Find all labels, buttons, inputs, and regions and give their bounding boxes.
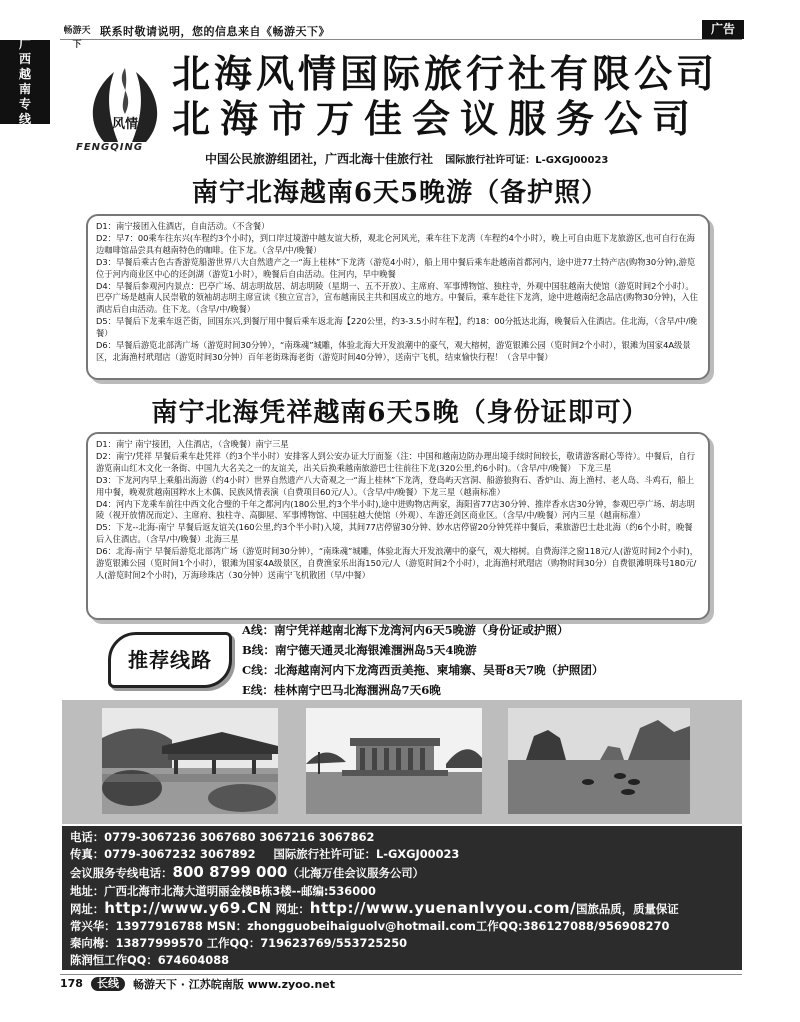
phone-numbers: 电话：0779-3067236 3067680 3067216 3067862	[70, 830, 375, 844]
itinerary-day: D5：下龙--北海-南宁 早餐后返友谊关(160公里,约3个半小时)入境，其间77店停留30分钟、妙水店停留20分钟凭祥中餐后，乘旅游巴士赴北海（约6个小时，晚餐后入住酒店。（含早/中/晚餐）北海三星	[96, 522, 693, 545]
masthead-logo: 畅游天下	[63, 25, 91, 50]
source-notice: 联系时敬请说明，您的信息来自《畅游天下》	[100, 24, 330, 38]
page-footer	[60, 974, 742, 992]
itinerary-day: D3：下龙河内早上乘船出海游（约4小时）世界自然遗产八大奇观之一“海上桂林”下龙湾，登岛屿天宫洞、船游狼狗石、香炉山、海上渔村、老人岛、斗鸡石，船上用中餐，晚观赏越南国粹水上木偶、民族风情表演（自费项目60元/人）。（含早/中/晚餐）下龙三星（越南标准）	[96, 474, 695, 497]
side-tab-guangxi-vietnam	[0, 37, 50, 126]
halong-bay-photo	[508, 708, 690, 814]
ho-chi-minh-mausoleum-photo	[306, 708, 482, 814]
side-tab-char: 越	[18, 67, 31, 81]
route-item: C线：北海越南河内下龙湾西贡美拖、柬埔寨、吴哥8天7晚（护照团）	[242, 663, 604, 677]
itinerary-day: D3：早餐后乘古色古香游览船游世界八大自然遗产之一“海上桂林”下龙湾（游览4小时），船上用中餐后乘车赴越南首都河内，途中进77土特产店(购物30分钟),游览位于河内商业区中心的还剑湖（游览1小时），晚餐后自由活动。住河内，早中晚餐	[96, 256, 696, 279]
masthead-strip	[60, 22, 742, 50]
ad-label: 广告	[702, 20, 744, 39]
website-line	[70, 900, 734, 918]
website-link-2[interactable]: http://www.yuenanlvyou.com/	[309, 899, 577, 917]
route-item: B线：南宁德天通灵北海银滩涠洲岛5天4晚游	[242, 643, 477, 657]
scenery-photo-strip	[62, 700, 742, 824]
itinerary-day: D6：北海-南宁 早餐后游览北部湾广场（游览时间30分钟），“南珠魂”城雕，体验北海大开发浪潮中的豪气，观大榕树。自费海洋之窗118元/人(游览时间2个小时)，游览银滩公园（览时间1个小时），银滩为国家4A级景区，自费渔家乐出海150元/人（游览时间2个小时），北海渔村玳瑁店（购物时间30分）自费银滩明珠号180元/人(游览时间2个小时)，万海珍珠店（30分钟）送南宁飞机散团（早/中餐）	[96, 546, 698, 580]
logo-text: 风情	[111, 117, 139, 132]
side-tab-char: 线	[18, 112, 31, 126]
website-link-1[interactable]: http://www.y69.CN	[104, 899, 272, 917]
route-item: E线：桂林南宁巴马北海涠洲岛7天6晚	[242, 683, 441, 697]
contact-person-2: 秦向梅：13877999570 工作QQ：719623769/553725250	[70, 936, 408, 950]
publisher-line: 畅游天下 · 江苏皖南版 www.zyoo.net	[132, 977, 336, 991]
tour2-title: 南宁北海凭祥越南6天5晚（身份证即可）	[151, 398, 649, 428]
tour1-title: 南宁北海越南6天5晚游（备护照）	[191, 178, 609, 208]
section-label: 长线	[91, 977, 125, 991]
fengqing-logo-icon	[84, 62, 166, 154]
itinerary-day: D1：南宁接团入住酒店，自由活动。（不含餐）	[96, 221, 270, 231]
company-credential: 中国公民旅游组团社，广西北海十佳旅行社	[205, 152, 434, 166]
contact-person-1: 常兴华：13977916788 MSN：zhongguobeihaiguolv@hotmail.com工作QQ:386127088/956908270	[70, 919, 670, 933]
address: 地址：广西北海市北海大道明丽金楼B栋3楼--邮编:536000	[70, 884, 376, 898]
side-tab-char: 专	[18, 97, 31, 111]
company-name-secondary: 北海市万佳会议服务公司	[172, 96, 701, 141]
side-tab-char: 广	[18, 37, 31, 51]
fax-license: 国际旅行社许可证：L-GXGJ00023	[273, 847, 460, 861]
itinerary-day: D4：早餐后参观河内景点：巴亭广场、胡志明故居、胡志明陵（星期一、五不开放）、主席府、军事博物馆、独柱寺，外观中国驻越南大使馆（游览时间2个小时）。巴亭广场是越南人民崇敬的领袖胡志明主席宣读《独立宣言》，宣布越南民主共和国成立的地方。中餐后，乘车赴往下龙湾，途中进越南纪念品店(购物30分钟)，入住酒店后自由活动。住下龙。（含早/中/晚餐）	[96, 280, 698, 315]
website-label: 网址：	[70, 902, 105, 916]
itinerary-day: D1：南宁 南宁接团，入住酒店，（含晚餐）南宁三星	[96, 439, 289, 449]
page-number: 178	[60, 977, 83, 990]
hotline-number: 800 8799 000	[172, 863, 288, 881]
hotline-line	[70, 863, 734, 883]
contact-person-3: 陈润恒工作QQ：674604088	[70, 953, 230, 967]
recommended-routes-list	[242, 620, 722, 700]
itinerary-day: D2：早7：00乘车往东兴(车程约3个小时)，到口岸过境游中越友谊大桥，观北仑河风光，乘车往下龙湾（车程约4个小时），晚上可自由逛下龙旅游区,也可自行在海边咖啡馆品尝具有越南特色的咖啡。住下龙。（含早/中/晚餐）	[96, 232, 695, 255]
route-item: A线：南宁凭祥越南北海下龙湾河内6天5晚游（身份证或护照）	[242, 623, 569, 637]
pavilion-garden-photo	[102, 708, 278, 814]
website-label: 网址：	[275, 902, 310, 916]
side-tab-char: 西	[18, 52, 31, 66]
fax-numbers: 传真：0779-3067232 3067892	[70, 847, 256, 861]
itinerary-day: D6：早餐后游览北部湾广场（游览时间30分钟），“南珠魂”城雕，体验北海大开发浪潮中的豪气，观大榕树，游览银滩公园（览时间2个小时），银滩为国家4A级景区，北海渔村玳瑁店（游览时间30分钟）百年老街珠海老街（游览时间40分钟），送南宁飞机，结束愉快行程！（含早中餐）	[96, 340, 691, 362]
hotline-note: （北海万佳会议服务公司）	[287, 866, 425, 880]
tour2-itinerary	[86, 432, 710, 620]
side-tab-char: 南	[18, 82, 31, 96]
tour1-itinerary	[86, 214, 710, 380]
company-name-primary: 北海风情国际旅行社有限公司	[172, 51, 719, 96]
itinerary-day: D4：河内下龙乘车前往中西文化合璧的千年之都河内(180公里,约3个半小时),途中进购物店两家，海阳省77店30分钟、推岸香水店30分钟，参观巴亭广场、胡志明陵（视开放情况而定）、主席府、独柱寺、高脚屋、军事博物馆、中国驻越大使馆（外观）、车游还剑区商业区。（含早/中/晚餐）河内三星（越南标准）	[96, 498, 695, 521]
company-license: 国际旅行社许可证：L-GXGJ00023	[445, 155, 609, 166]
company-subtitle	[205, 150, 608, 167]
recommended-routes-badge: 推荐线路	[108, 632, 232, 688]
website-note: 国旅品质，质量保证	[576, 902, 679, 916]
itinerary-day: D5：早餐后下龙乘车返芒街，回国东兴,到餐厅用中餐后乘车返北海【220公里，约3-3.5小时车程】，约18：00分抵达北海，晚餐后入住酒店。住北海，（含早/中/晚餐）	[96, 316, 698, 339]
itinerary-day: D2：南宁/凭祥 早餐后乘车赴凭祥（约3个半小时）安排客人到公安办证大厅面鉴（注：中国和越南边防办理出境手续时间较长，敬请游客耐心等待）。中餐后，自行游览南山红木文化一条街、中国九大名关之一的友谊关，出关后换乘越南旅游巴士往前往下龙(320公里,约6小时)。（含早/中/晚餐） 下龙三星	[96, 450, 696, 473]
fax-line	[70, 846, 734, 863]
contact-info-block	[62, 826, 742, 970]
brand-wordmark: FENGQING	[76, 142, 144, 153]
hotline-label: 会议服务专线电话：	[70, 866, 173, 880]
